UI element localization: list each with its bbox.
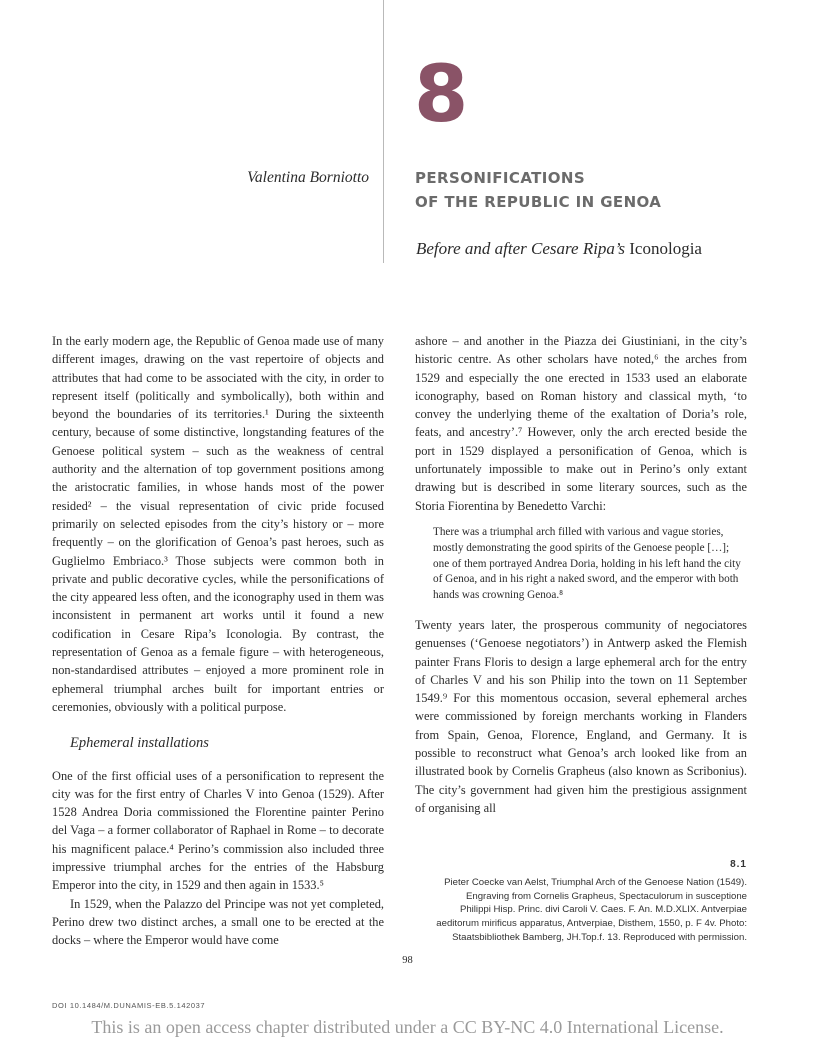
doi-link[interactable]: DOI 10.1484/M.DUNAMIS-EB.5.142037 — [52, 1001, 206, 1010]
paragraph: ashore – and another in the Piazza dei Giustiniani, in the city’s historic centre. As other scholars have noted,⁶ the arches from 1529 and especially the one erected in 1533 used an elaborate iconography, based on Roman history and classical myth, ‘to convey the underlying theme of the exaltation of Doria’s role, feats, and ancestry’.⁷ However, only the arch erected beside the port in 1529 displayed a personification of Genoa, which is unfortunately impossible to make out in Perino’s only extant drawing but is described in some literary sources, such as the Storia Fiorentina by Benedetto Varchi: — [415, 334, 747, 513]
paragraph: In the early modern age, the Republic of Genoa made use of many different images, drawing on the vast repertoire of objects and attributes that had come to be associated with the city, in order to represent itself (politically and symbolically), both within and beyond the boundaries of its territories.¹ During the sixteenth century, because of some distinctive, longstanding features of the Genoese political system – such as the weakness of central authority and the alternation of top government positions among the aristocratic families, in whose hands most of the power resided² – the visual representation of civic pride focused primarily on selected episodes from the city’s history or – more frequently – on the glorification of Genoa’s past heroes, such as Guglielmo Embriaco.³ Those subjects were common both in private and public decorative cycles, while the personifications of the city appeared less often, and the iconography used in them was inconsistent in permanent art works until it found a new codification in Cesare Ripa’s Iconologia. By contrast, the representation of Genoa as a female figure – with heterogeneous, non-standardised attributes – enjoyed a more prominent role in ephemeral triumphal arches built for important entries or ceremonies, obviously with a political purpose. — [52, 334, 384, 714]
body-column-left — [52, 332, 384, 950]
license-notice: This is an open access chapter distributed under a CC BY-NC 4.0 International License. — [91, 1017, 724, 1037]
chapter-number: 8 — [414, 50, 469, 140]
header-divider — [383, 0, 384, 263]
paragraph: One of the first official uses of a personification to represent the city was for the first entry of Charles V into Genoa (1529). After 1528 Andrea Doria commissioned the Florentine painter Perino del Vaga – a former collaborator of Raphael in Rome – to decorate his magnificent palace.⁴ Perino’s commission also included three impressive triumphal arches for the entries of the Habsburg Emperor into the city, in 1529 and then again in 1533.⁵ — [52, 768, 384, 893]
subtitle-italic: Before and after Cesare Ripa’s — [416, 239, 626, 258]
page-number: 98 — [402, 955, 413, 966]
paragraph: In 1529, when the Palazzo del Principe was not yet completed, Perino drew two distinct arches, a small one to be erected at the docks – where the Emperor would have come — [52, 896, 384, 948]
figure-caption: Pieter Coecke van Aelst, Triumphal Arch of the Genoese Nation (1549). Engraving from Cornelis Grapheus, Spectaculorum in susceptione Philippi Hisp. Princ. divi Caroli V. Caes. F. An. M.D.XLIX. Antverpiae aeditorum mirificus apparatus, Antverpiae, Disthem, 1550, p. F 4v. Photo: Staatsbibliothek Bamberg, JH.Top.f. 13. Reproduced with permission. — [436, 876, 747, 943]
figure-caption-block — [434, 858, 747, 945]
body-column-right — [415, 332, 747, 817]
chapter-subtitle — [416, 239, 702, 259]
chapter-title — [415, 166, 661, 214]
chapter-title-line1: PERSONIFICATIONS — [415, 169, 586, 187]
chapter-title-line2: OF THE REPUBLIC IN GENOA — [415, 193, 662, 211]
figure-number: 8.1 — [730, 859, 747, 870]
block-quote: There was a triumphal arch filled with various and vague stories, mostly demonstrating the good spirits of the Genoese people […]; one of them portrayed Andrea Doria, holding in his left hand the city of Genoa, and in his right a naked sword, and the emperor with both hands was crowning Genoa.⁸ — [433, 525, 741, 602]
paragraph: Twenty years later, the prosperous community of negociatores genuenses (‘Genoese negotiators’) in Antwerp asked the Flemish painter Frans Floris to design a large ephemeral arch for the entry of Charles V and his son Philip into the town on 11 September 1549.⁹ For this momentous occasion, several ephemeral arches were commissioned by foreign merchants working in Flanders from Spain, Genoa, Florence, England, and Germany. It is possible to reconstruct what Genoa’s arch looked like from an illustrated book by Cornelis Grapheus (also known as Scribonius). The city’s government had given him the prestigious assignment of organising all — [415, 617, 747, 815]
subtitle-roman: Iconologia — [629, 239, 702, 258]
author-name: Valentina Borniotto — [247, 169, 369, 186]
section-heading: Ephemeral installations — [70, 735, 209, 752]
